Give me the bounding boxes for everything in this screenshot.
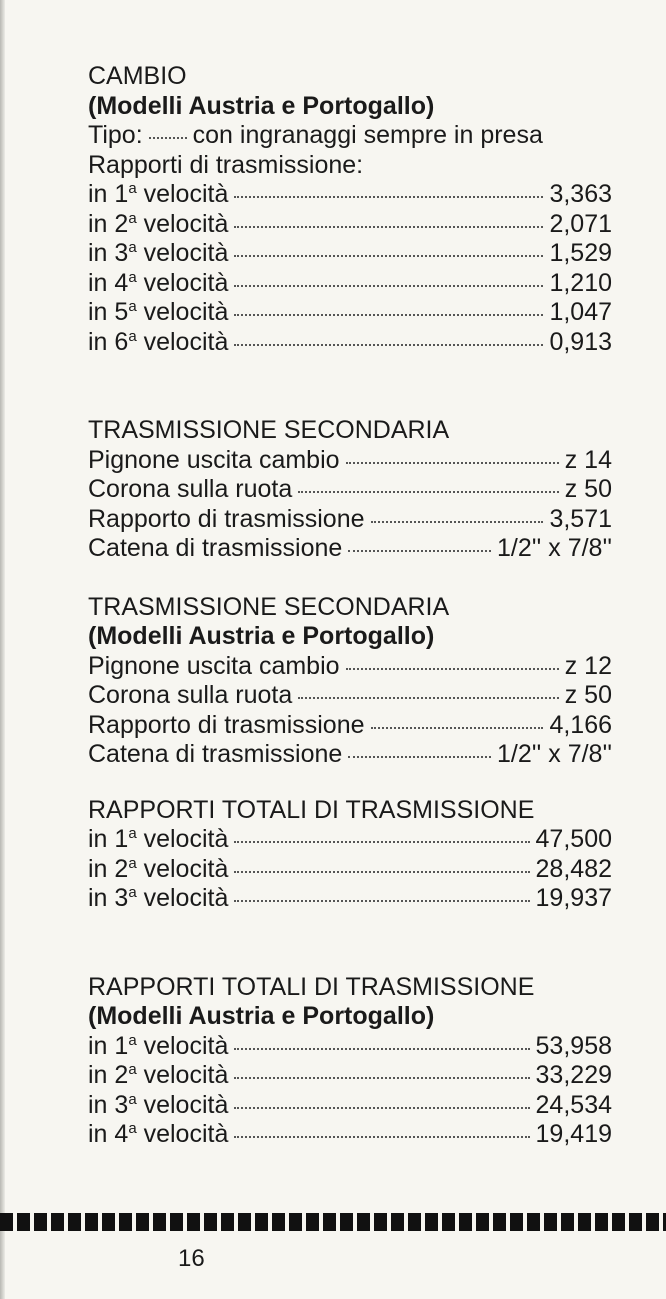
spec-label: in 4$^a$ velocità <box>88 268 229 297</box>
spec-label: Corona sulla ruota <box>88 681 293 709</box>
spec-label: Pignone uscita cambio <box>88 445 340 474</box>
leader-dots <box>371 727 544 729</box>
spec-row <box>88 328 612 358</box>
leader-dots <box>234 1107 529 1109</box>
spec-row <box>88 475 612 505</box>
spec-label: in 2$^a$ velocità <box>88 1061 229 1089</box>
leader-dots <box>149 137 187 139</box>
spec-row <box>88 652 612 682</box>
spec-label: Pignone uscita cambio <box>88 651 340 680</box>
spec-label: in 3$^a$ velocità <box>88 239 229 267</box>
spec-row <box>88 1091 612 1121</box>
spec-row <box>88 884 612 914</box>
spec-value: 2,071 <box>549 209 612 238</box>
section-subtitle: (Modelli Austria e Portogallo) <box>88 622 435 650</box>
section-subtitle: (Modelli Austria e Portogallo) <box>88 91 435 120</box>
spec-value: 3,363 <box>549 180 612 208</box>
page-edge <box>0 0 5 1299</box>
spec-value: z 14 <box>564 445 612 474</box>
section-rapporti-totali-austria-portogallo <box>88 973 612 1150</box>
leader-dots <box>234 1048 529 1050</box>
section-trasmissione-secondaria-austria-portogallo <box>88 593 612 770</box>
spec-row <box>88 298 612 328</box>
leader-dots <box>234 1077 529 1079</box>
leader-dots <box>234 226 543 228</box>
leader-dots <box>234 285 543 287</box>
spec-value: 33,229 <box>535 1061 612 1089</box>
section-subtitle: (Modelli Austria e Portogallo) <box>88 1002 435 1030</box>
spec-label: Tipo: <box>88 121 143 149</box>
spec-row <box>88 180 612 210</box>
spec-value: 53,958 <box>535 1031 612 1060</box>
leader-dots <box>234 255 543 257</box>
spec-row <box>88 825 612 855</box>
section-cambio <box>88 62 612 357</box>
spec-value: 28,482 <box>535 854 612 883</box>
leader-dots <box>234 196 543 198</box>
spec-row <box>88 1032 612 1062</box>
section-trasmissione-secondaria <box>88 416 612 564</box>
spec-value: 1,529 <box>549 239 612 267</box>
spec-value: z 50 <box>564 681 612 709</box>
leader-dots <box>348 756 491 758</box>
section-title: TRASMISSIONE SECONDARIA <box>88 416 450 444</box>
spec-value: 24,534 <box>535 1090 612 1119</box>
spec-row <box>88 239 612 269</box>
spec-label: Corona sulla ruota <box>88 475 293 503</box>
spec-label: in 1$^a$ velocità <box>88 1031 229 1060</box>
spec-row <box>88 210 612 240</box>
spec-row <box>88 505 612 535</box>
spec-label: in 2$^a$ velocità <box>88 854 229 883</box>
spec-value: 1,047 <box>549 298 612 326</box>
spec-row <box>88 740 612 770</box>
spec-label: in 4$^a$ velocità <box>88 1120 229 1148</box>
spec-row <box>88 855 612 885</box>
spec-value: 19,419 <box>535 1120 612 1148</box>
spec-label: in 3$^a$ velocità <box>88 1090 229 1119</box>
decorative-block-strip <box>0 1213 666 1231</box>
spec-label: in 6$^a$ velocità <box>88 327 229 356</box>
section-intro: Rapporti di trasmissione: <box>88 150 364 179</box>
section-rapporti-totali <box>88 796 612 914</box>
leader-dots <box>346 462 559 464</box>
leader-dots <box>298 697 558 699</box>
spec-label: Rapporto di trasmissione <box>88 710 365 739</box>
spec-value: 1/2'' x 7/8'' <box>497 740 612 768</box>
leader-dots <box>346 668 559 670</box>
section-title: RAPPORTI TOTALI DI TRASMISSIONE <box>88 972 535 1001</box>
spec-value: 1/2'' x 7/8'' <box>497 534 612 562</box>
leader-dots <box>348 550 491 552</box>
leader-dots <box>298 491 558 493</box>
spec-row-tipo <box>88 121 612 151</box>
section-title: RAPPORTI TOTALI DI TRASMISSIONE <box>88 795 535 824</box>
leader-dots <box>234 314 543 316</box>
spec-label: Rapporto di trasmissione <box>88 504 365 533</box>
spec-row <box>88 681 612 711</box>
spec-label: Catena di trasmissione <box>88 534 343 562</box>
spec-row <box>88 534 612 564</box>
spec-label: in 2$^a$ velocità <box>88 209 229 238</box>
spec-value: z 50 <box>564 475 612 503</box>
spec-value: 0,913 <box>549 327 612 356</box>
leader-dots <box>234 871 529 873</box>
leader-dots <box>234 900 529 902</box>
page-number: 16 <box>178 1245 205 1272</box>
spec-value: z 12 <box>564 651 612 680</box>
leader-dots <box>234 1136 529 1138</box>
spec-value: 3,571 <box>549 504 612 533</box>
spec-value: 4,166 <box>549 710 612 739</box>
spec-row <box>88 446 612 476</box>
spec-row <box>88 1120 612 1150</box>
spec-value: 19,937 <box>535 884 612 912</box>
spec-value: con ingranaggi sempre in presa <box>192 121 543 149</box>
spec-row <box>88 1061 612 1091</box>
spec-content <box>88 62 612 1150</box>
spec-row <box>88 711 612 741</box>
leader-dots <box>371 521 544 523</box>
spec-value: 1,210 <box>549 268 612 297</box>
section-title: TRASMISSIONE SECONDARIA <box>88 592 450 621</box>
spec-label: in 1$^a$ velocità <box>88 180 229 208</box>
spec-label: in 5$^a$ velocità <box>88 298 229 326</box>
spec-row <box>88 269 612 299</box>
spec-label: in 3$^a$ velocità <box>88 884 229 912</box>
leader-dots <box>234 344 543 346</box>
spec-label: Catena di trasmissione <box>88 740 343 768</box>
section-title: CAMBIO <box>88 62 187 90</box>
spec-label: in 1$^a$ velocità <box>88 825 229 853</box>
leader-dots <box>234 841 529 843</box>
spec-value: 47,500 <box>535 825 612 853</box>
